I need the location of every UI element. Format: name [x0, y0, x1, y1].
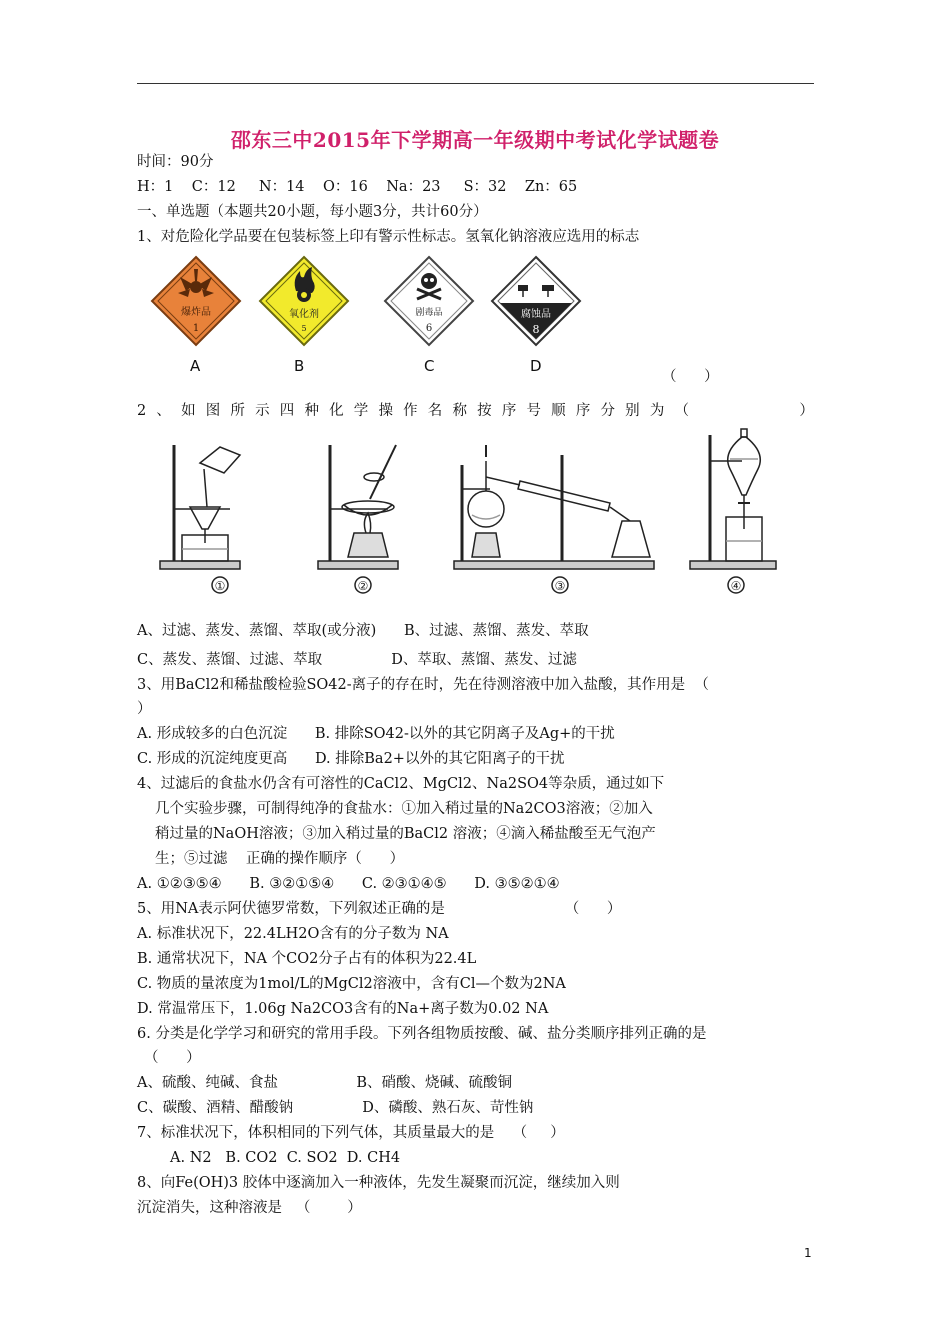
- atomic-masses: H：1 C：12 N：14 O：16 Na：23 S：32 Zn：65: [137, 179, 578, 195]
- exam-title: 邵东三中2015年下学期高一年级期中考试化学试题卷: [230, 128, 720, 152]
- q4-line1: 4、过滤后的食盐水仍含有可溶性的CaCl2、MgCl2、Na2SO4等杂质，通过如下: [137, 776, 665, 792]
- q1-answer-paren: （ ）: [662, 369, 719, 385]
- q1-stem: 1、对危险化学品要在包装标签上印有警示性标志。氢氧化钠溶液应选用的标志: [137, 229, 640, 245]
- sign-letter-a: A: [190, 357, 201, 375]
- q5-option-a: A. 标准状况下，22.4LH2O含有的分子数为 NA: [137, 926, 449, 942]
- q6-options-cd: C、碳酸、酒精、醋酸钠 D、磷酸、熟石灰、苛性钠: [137, 1100, 534, 1116]
- svg-text:④: ④: [730, 579, 742, 593]
- evaporation-apparatus-icon: [308, 425, 418, 595]
- sign-letter-b: B: [294, 357, 305, 375]
- q3-options-cd: C. 形成的沉淀纯度更高 D. 排除Ba2+以外的其它阳离子的干扰: [137, 751, 565, 767]
- corrosion-icon: [490, 255, 582, 347]
- svg-text:氧化剂: 氧化剂: [289, 309, 319, 320]
- sign-d-corrosive: [490, 255, 582, 347]
- q3-options-ab: A. 形成较多的白色沉淀 B. 排除SO42-以外的其它阴离子及Ag+的干扰: [137, 726, 615, 742]
- q8-line1: 8、向Fe(OH)3 胶体中逐滴加入一种液体，先发生凝聚而沉淀，继续加入则: [137, 1175, 620, 1191]
- svg-text:①: ①: [214, 579, 226, 593]
- flame-over-circle-icon: [258, 255, 350, 347]
- q5-option-c: C. 物质的量浓度为1mol/L的MgCl2溶液中，含有Cl—个数为2NA: [137, 976, 566, 992]
- filtration-apparatus-icon: [150, 425, 260, 595]
- q4-line3: 稍过量的NaOH溶液；③加入稍过量的BaCl2 溶液；④滴入稀盐酸至无气泡产: [155, 826, 656, 842]
- apparatus-evaporation: [308, 425, 418, 595]
- svg-text:腐蚀品: 腐蚀品: [521, 309, 551, 320]
- sign-b-oxidizer: [258, 255, 350, 347]
- exam-time: 时间：90分: [137, 154, 214, 170]
- q5-option-b: B. 通常状况下，NA 个CO2分子占有的体积为22.4L: [137, 951, 477, 967]
- apparatus-separatory-funnel: [686, 425, 786, 595]
- section-heading: 一、单选题（本题共20小题，每小题3分，共计60分）: [137, 204, 488, 220]
- q7-stem: 7、标准状况下，体积相同的下列气体，其质量最大的是 （ ）: [137, 1125, 565, 1141]
- svg-text:8: 8: [532, 323, 540, 336]
- q2-stem: 2 、 如 图 所 示 四 种 化 学 操 作 名 称 按 序 号 顺 序 分 别 为 （ ）: [137, 403, 814, 419]
- sign-c-toxic: [383, 255, 475, 347]
- separatory-funnel-icon: [686, 425, 786, 595]
- q5-stem: 5、用NA表示阿伏德罗常数，下列叙述正确的是 （ ）: [137, 901, 622, 917]
- q2-options-ab: A、过滤、蒸发、蒸馏、萃取(或分液) B、过滤、蒸馏、蒸发、萃取: [137, 623, 589, 639]
- q4-line4: 生；⑤过滤 正确的操作顺序（ ）: [155, 851, 405, 867]
- q3-stem-cont: ）: [137, 701, 152, 717]
- q6-stem-cont: （ ）: [144, 1050, 201, 1066]
- sign-letter-d: D: [530, 357, 542, 375]
- q6-stem: 6. 分类是化学学习和研究的常用手段。下列各组物质按酸、碱、盐分类顺序排列正确的是: [137, 1026, 707, 1042]
- q5-option-d: D. 常温常压下，1.06g Na2CO3含有的Na+离子数为0.02 NA: [137, 1001, 549, 1017]
- svg-text:爆炸品: 爆炸品: [181, 307, 211, 318]
- q2-options-cd: C、蒸发、蒸馏、过滤、萃取 D、萃取、蒸馏、蒸发、过滤: [137, 652, 577, 668]
- svg-text:剧毒品: 剧毒品: [415, 308, 443, 318]
- q4-options: A. ①②③⑤④ B. ③②①⑤④ C. ②③①④⑤ D. ③⑤②①④: [137, 876, 560, 892]
- q3-stem: 3、用BaCl2和稀盐酸检验SO42-离子的存在时，先在待测溶液中加入盐酸，其作用是 （: [137, 677, 709, 693]
- svg-text:③: ③: [554, 579, 566, 593]
- svg-text:②: ②: [357, 579, 369, 593]
- svg-text:6: 6: [425, 323, 433, 334]
- apparatus-distillation: [450, 425, 670, 595]
- skull-crossbones-icon: [383, 255, 475, 347]
- svg-text:1: 1: [192, 323, 200, 334]
- q7-options: A. N2 B. CO2 C. SO2 D. CH4: [170, 1150, 401, 1166]
- sign-letter-c: C: [424, 357, 435, 375]
- explosion-icon: [150, 255, 242, 347]
- apparatus-filtration: [150, 425, 260, 595]
- sign-a-explosive: [150, 255, 242, 347]
- q4-line2: 几个实验步骤，可制得纯净的食盐水：①加入稍过量的Na2CO3溶液；②加入: [155, 801, 653, 817]
- header-rule: [137, 83, 814, 84]
- distillation-apparatus-icon: [450, 425, 670, 595]
- page-number: 1: [804, 1246, 812, 1260]
- svg-text:5: 5: [301, 324, 307, 333]
- q8-line2: 沉淀消失，这种溶液是 （ ）: [137, 1200, 362, 1216]
- q6-options-ab: A、硫酸、纯碱、食盐 B、硝酸、烧碱、硫酸铜: [137, 1075, 512, 1091]
